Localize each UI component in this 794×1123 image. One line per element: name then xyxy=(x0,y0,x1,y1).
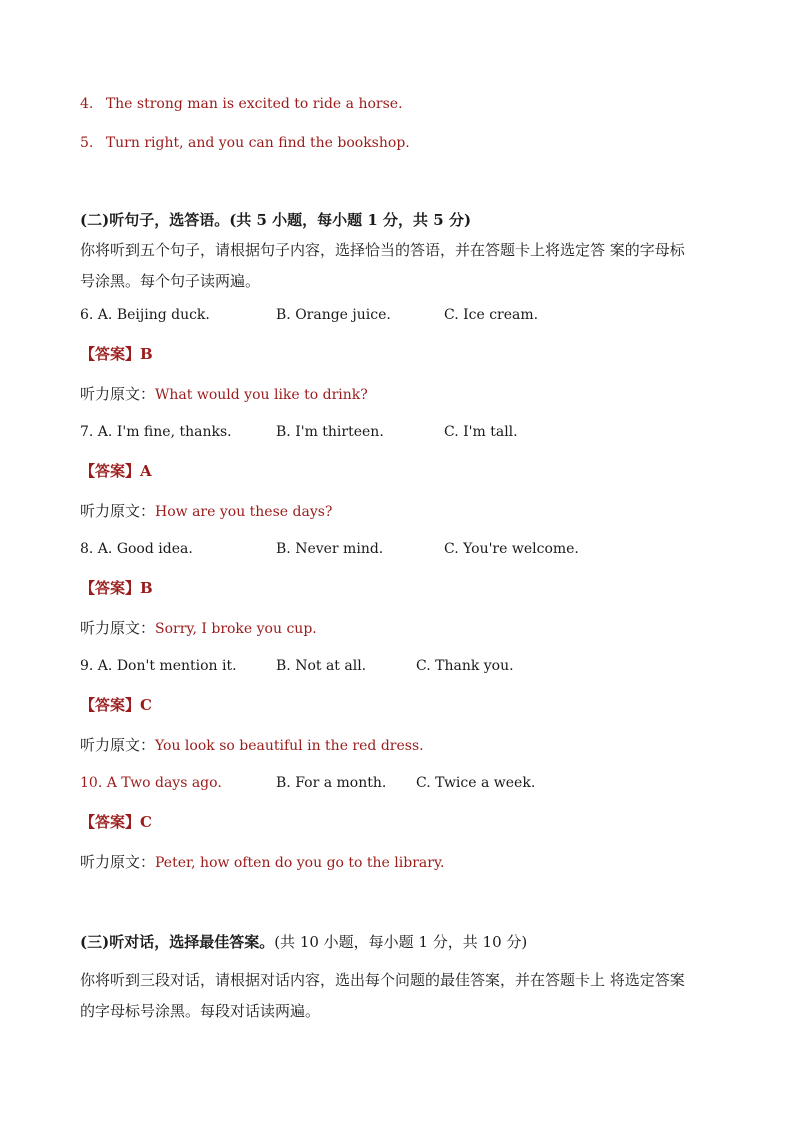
answer-line xyxy=(80,460,152,481)
source-label: 听力原文： xyxy=(80,502,156,520)
option-a: 7. A. I'm fine, thanks. xyxy=(80,424,232,440)
section-2-instruction-cont: 号涂黑。每个句子读两遍。 xyxy=(80,272,261,290)
item-number: 4. xyxy=(80,96,94,112)
answer-label: 【答案】 xyxy=(80,579,141,597)
answer-line xyxy=(80,811,152,832)
answer-value: C xyxy=(140,813,152,831)
item-text: The strong man is excited to ride a horse. xyxy=(105,96,403,112)
source-text: Peter, how often do you go to the library. xyxy=(155,855,445,871)
source-label: 听力原文： xyxy=(80,736,156,754)
answer-value: C xyxy=(140,696,152,714)
section-2-instruction: 你将听到五个句子，请根据句子内容，选择恰当的答语，并在答题卡上将选定答 案的字母标 xyxy=(80,241,685,259)
source-label: 听力原文： xyxy=(80,619,156,637)
item-number: 5. xyxy=(80,135,94,151)
section-3-title-rest: (共 10 小题，每小题 1 分，共 10 分) xyxy=(274,933,528,951)
option-b: B. I'm thirteen. xyxy=(276,424,384,440)
answer-label: 【答案】 xyxy=(80,345,141,363)
answer-line xyxy=(80,577,153,598)
section-3-instruction: 你将听到三段对话，请根据对话内容，选出每个问题的最佳答案，并在答题卡上 将选定答案 xyxy=(80,971,685,989)
listening-source xyxy=(80,851,444,872)
answer-label: 【答案】 xyxy=(80,813,141,831)
option-c: C. You're welcome. xyxy=(444,541,579,557)
source-label: 听力原文： xyxy=(80,853,156,871)
item-4 xyxy=(80,95,403,113)
section-3-title xyxy=(80,931,527,952)
option-b: B. For a month. xyxy=(276,775,387,791)
source-text: How are you these days? xyxy=(155,504,333,520)
option-b: B. Not at all. xyxy=(276,658,367,674)
answer-line xyxy=(80,343,153,364)
answer-value: B xyxy=(140,579,153,597)
answer-label: 【答案】 xyxy=(80,696,141,714)
item-text: Turn right, and you can find the bookshop. xyxy=(105,135,410,151)
listening-source xyxy=(80,734,424,755)
section-3-title-bold: (三)听对话，选择最佳答案。 xyxy=(80,933,275,951)
answer-label: 【答案】 xyxy=(80,462,141,480)
option-b: B. Orange juice. xyxy=(276,307,391,323)
section-3-instruction-cont: 的字母标号涂黑。每段对话读两遍。 xyxy=(80,1002,321,1020)
item-5 xyxy=(80,134,410,152)
option-c: C. Twice a week. xyxy=(416,775,536,791)
option-a: 9. A. Don't mention it. xyxy=(80,658,237,674)
source-text: What would you like to drink? xyxy=(155,387,368,403)
section-2-title: (二)听句子，选答语。(共 5 小题，每小题 1 分，共 5 分) xyxy=(80,211,472,229)
source-text: You look so beautiful in the red dress. xyxy=(155,738,424,754)
listening-source xyxy=(80,500,332,521)
answer-value: B xyxy=(140,345,153,363)
listening-source xyxy=(80,383,368,404)
option-c: C. I'm tall. xyxy=(444,424,518,440)
option-a: 10. A Two days ago. xyxy=(80,775,222,791)
source-label: 听力原文： xyxy=(80,385,156,403)
answer-value: A xyxy=(140,462,152,480)
option-b: B. Never mind. xyxy=(276,541,384,557)
listening-source xyxy=(80,617,317,638)
option-c: C. Ice cream. xyxy=(444,307,539,323)
source-text: Sorry, I broke you cup. xyxy=(155,621,317,637)
option-c: C. Thank you. xyxy=(416,658,514,674)
option-a: 8. A. Good idea. xyxy=(80,541,193,557)
answer-line xyxy=(80,694,152,715)
option-a: 6. A. Beijing duck. xyxy=(80,307,210,323)
